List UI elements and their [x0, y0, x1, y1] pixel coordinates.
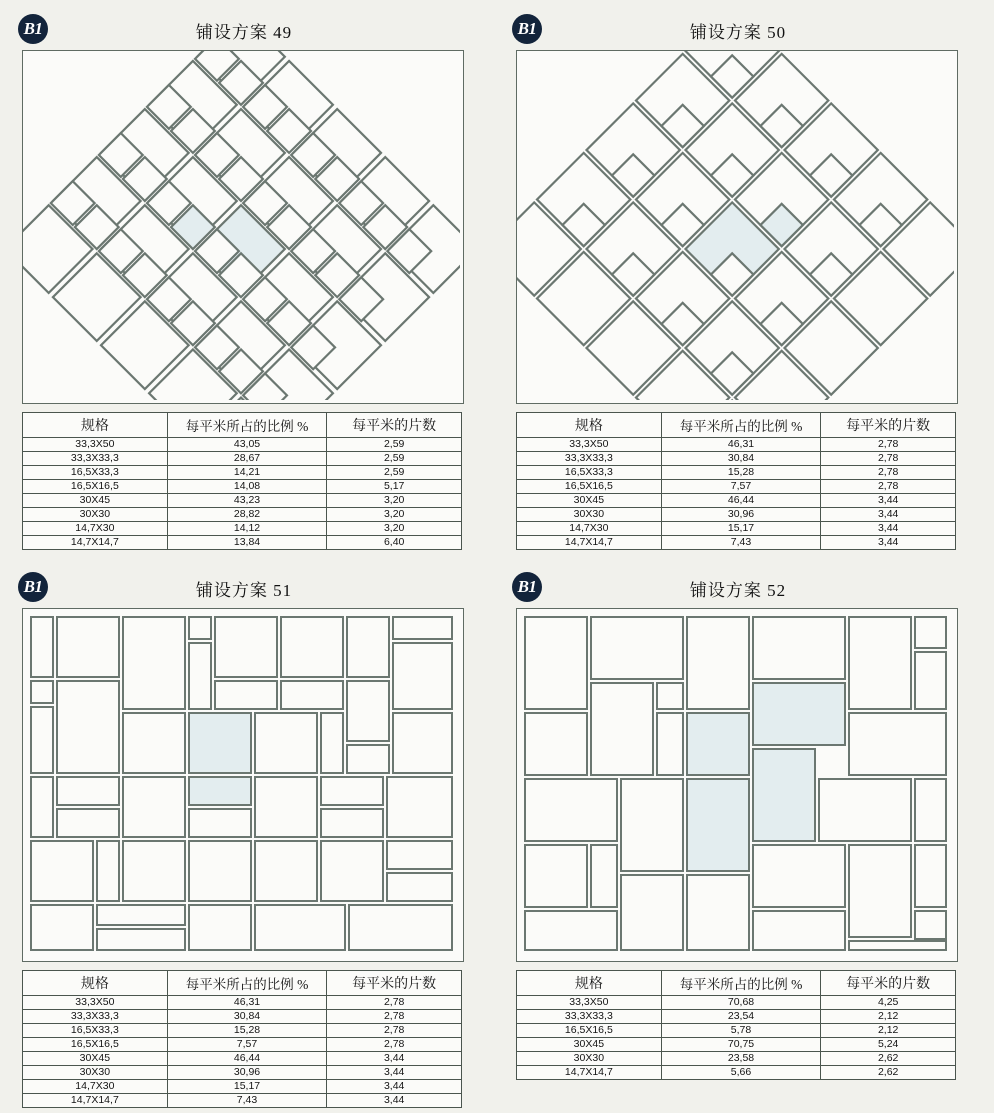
col-percent: 每平米所占的比例 %: [661, 971, 821, 996]
cell-percent: 7,57: [167, 1038, 327, 1052]
cell-spec: 30X45: [23, 494, 168, 508]
table-row: [23, 452, 462, 466]
cell-spec: 14,7X30: [23, 1080, 168, 1094]
cell-percent: 43,05: [167, 438, 327, 452]
cell-spec: 14,7X14,7: [23, 536, 168, 550]
col-percent: 每平米所占的比例 %: [167, 971, 327, 996]
cell-pieces: 2,12: [821, 1024, 956, 1038]
table-row: [23, 536, 462, 550]
table-row: [23, 480, 462, 494]
badge-label: B1: [512, 572, 542, 602]
cell-spec: 33,3X50: [23, 438, 168, 452]
cell-pieces: 2,78: [327, 1010, 462, 1024]
table-row: [517, 522, 956, 536]
table-row: [517, 1024, 956, 1038]
spec-table-49: [22, 412, 462, 550]
cell-spec: 33,3X50: [23, 996, 168, 1010]
cell-pieces: 2,78: [821, 466, 956, 480]
cell-pieces: 3,20: [327, 494, 462, 508]
cell-spec: 14,7X14,7: [23, 1094, 168, 1108]
cell-spec: 30X45: [23, 1052, 168, 1066]
cell-spec: 14,7X14,7: [517, 536, 662, 550]
table-header-row: [517, 413, 956, 438]
col-pieces: 每平米的片数: [821, 413, 956, 438]
cell-pieces: 3,44: [821, 508, 956, 522]
table-row: [517, 1066, 956, 1080]
cell-spec: 33,3X33,3: [23, 1010, 168, 1024]
cell-percent: 30,96: [167, 1066, 327, 1080]
cell-pieces: 3,44: [327, 1094, 462, 1108]
cell-percent: 28,67: [167, 452, 327, 466]
cell-pieces: 2,59: [327, 438, 462, 452]
page-title: 铺设方案 50: [689, 23, 787, 42]
cell-percent: 5,78: [661, 1024, 821, 1038]
col-spec: 规格: [23, 413, 168, 438]
cell-percent: 7,43: [661, 536, 821, 550]
col-spec: 规格: [517, 413, 662, 438]
badge-label: B1: [18, 572, 48, 602]
table-row: [517, 536, 956, 550]
table-header-row: [23, 971, 462, 996]
cell-spec: 30X30: [517, 508, 662, 522]
cell-percent: 23,58: [661, 1052, 821, 1066]
cell-spec: 33,3X33,3: [23, 452, 168, 466]
table-row: [23, 1010, 462, 1024]
cell-pieces: 3,44: [327, 1066, 462, 1080]
cell-percent: 70,75: [661, 1038, 821, 1052]
cell-percent: 46,31: [167, 996, 327, 1010]
cell-percent: 30,84: [661, 452, 821, 466]
table-row: [23, 996, 462, 1010]
cell-pieces: 2,62: [821, 1066, 956, 1080]
table-row: [23, 494, 462, 508]
cell-pieces: 2,59: [327, 452, 462, 466]
table-row: [517, 452, 956, 466]
cell-percent: 46,44: [661, 494, 821, 508]
cell-spec: 33,3X33,3: [517, 452, 662, 466]
tile-layout-diagram-52: [516, 608, 958, 962]
panel-header: [14, 572, 474, 608]
cell-pieces: 3,44: [327, 1052, 462, 1066]
cell-percent: 15,17: [167, 1080, 327, 1094]
cell-pieces: 3,44: [821, 536, 956, 550]
cell-pieces: 2,78: [327, 1024, 462, 1038]
table-row: [23, 1080, 462, 1094]
cell-pieces: 5,24: [821, 1038, 956, 1052]
cell-percent: 15,28: [661, 466, 821, 480]
cell-percent: 7,57: [661, 480, 821, 494]
tile-layout-diagram-51: [22, 608, 464, 962]
table-row: [517, 1038, 956, 1052]
panel-header: [508, 572, 968, 608]
pattern-panel-51: [14, 572, 474, 1108]
cell-pieces: 2,78: [821, 480, 956, 494]
table-row: [517, 438, 956, 452]
cell-pieces: 2,12: [821, 1010, 956, 1024]
cell-pieces: 2,62: [821, 1052, 956, 1066]
pattern-panel-50: [508, 14, 968, 550]
panel-header: [14, 14, 474, 50]
table-row: [23, 1052, 462, 1066]
cell-percent: 15,28: [167, 1024, 327, 1038]
cell-spec: 16,5X33,3: [23, 466, 168, 480]
cell-pieces: 2,78: [327, 996, 462, 1010]
cell-pieces: 3,20: [327, 508, 462, 522]
cell-spec: 16,5X16,5: [23, 480, 168, 494]
table-row: [517, 466, 956, 480]
col-pieces: 每平米的片数: [327, 413, 462, 438]
cell-spec: 16,5X33,3: [517, 466, 662, 480]
table-header-row: [517, 971, 956, 996]
cell-pieces: 3,44: [821, 494, 956, 508]
cell-percent: 15,17: [661, 522, 821, 536]
table-row: [23, 1038, 462, 1052]
col-pieces: 每平米的片数: [327, 971, 462, 996]
page-title: 铺设方案 52: [689, 581, 787, 600]
cell-pieces: 2,78: [327, 1038, 462, 1052]
cell-spec: 30X30: [23, 508, 168, 522]
cell-spec: 14,7X30: [23, 522, 168, 536]
table-row: [517, 1010, 956, 1024]
col-percent: 每平米所占的比例 %: [661, 413, 821, 438]
cell-pieces: 5,17: [327, 480, 462, 494]
cell-spec: 14,7X14,7: [517, 1066, 662, 1080]
col-spec: 规格: [23, 971, 168, 996]
tile-layout-diagram-49: [22, 50, 464, 404]
cell-percent: 30,84: [167, 1010, 327, 1024]
cell-spec: 16,5X16,5: [517, 480, 662, 494]
spec-table-51: [22, 970, 462, 1108]
cell-spec: 30X30: [23, 1066, 168, 1080]
cell-percent: 46,44: [167, 1052, 327, 1066]
cell-pieces: 2,78: [821, 452, 956, 466]
cell-percent: 5,66: [661, 1066, 821, 1080]
cell-pieces: 4,25: [821, 996, 956, 1010]
table-row: [23, 522, 462, 536]
cell-spec: 30X45: [517, 1038, 662, 1052]
cell-spec: 14,7X30: [517, 522, 662, 536]
col-percent: 每平米所占的比例 %: [167, 413, 327, 438]
cell-pieces: 3,20: [327, 522, 462, 536]
panel-header: [508, 14, 968, 50]
table-row: [517, 494, 956, 508]
cell-pieces: 6,40: [327, 536, 462, 550]
cell-percent: 13,84: [167, 536, 327, 550]
cell-pieces: 3,44: [821, 522, 956, 536]
cell-pieces: 3,44: [327, 1080, 462, 1094]
cell-percent: 14,12: [167, 522, 327, 536]
spec-table-52: [516, 970, 956, 1080]
table-row: [23, 1024, 462, 1038]
page-title: 铺设方案 49: [195, 23, 293, 42]
table-header-row: [23, 413, 462, 438]
table-row: [517, 480, 956, 494]
table-row: [23, 508, 462, 522]
badge-label: B1: [18, 14, 48, 44]
cell-percent: 43,23: [167, 494, 327, 508]
table-row: [517, 1052, 956, 1066]
spec-table-50: [516, 412, 956, 550]
cell-spec: 33,3X33,3: [517, 1010, 662, 1024]
cell-percent: 14,21: [167, 466, 327, 480]
cell-spec: 30X45: [517, 494, 662, 508]
col-pieces: 每平米的片数: [821, 971, 956, 996]
col-spec: 规格: [517, 971, 662, 996]
pattern-panel-49: [14, 14, 474, 550]
cell-percent: 23,54: [661, 1010, 821, 1024]
cell-percent: 46,31: [661, 438, 821, 452]
cell-percent: 70,68: [661, 996, 821, 1010]
table-row: [517, 996, 956, 1010]
cell-pieces: 2,59: [327, 466, 462, 480]
cell-percent: 14,08: [167, 480, 327, 494]
cell-percent: 28,82: [167, 508, 327, 522]
table-row: [517, 508, 956, 522]
cell-spec: 33,3X50: [517, 438, 662, 452]
badge-label: B1: [512, 14, 542, 44]
cell-spec: 33,3X50: [517, 996, 662, 1010]
tile-layout-diagram-50: [516, 50, 958, 404]
cell-spec: 16,5X16,5: [517, 1024, 662, 1038]
cell-spec: 30X30: [517, 1052, 662, 1066]
table-row: [23, 466, 462, 480]
page-title: 铺设方案 51: [195, 581, 293, 600]
pattern-panel-52: [508, 572, 968, 1080]
cell-percent: 7,43: [167, 1094, 327, 1108]
table-row: [23, 1094, 462, 1108]
cell-pieces: 2,78: [821, 438, 956, 452]
cell-percent: 30,96: [661, 508, 821, 522]
table-row: [23, 438, 462, 452]
cell-spec: 16,5X33,3: [23, 1024, 168, 1038]
cell-spec: 16,5X16,5: [23, 1038, 168, 1052]
table-row: [23, 1066, 462, 1080]
